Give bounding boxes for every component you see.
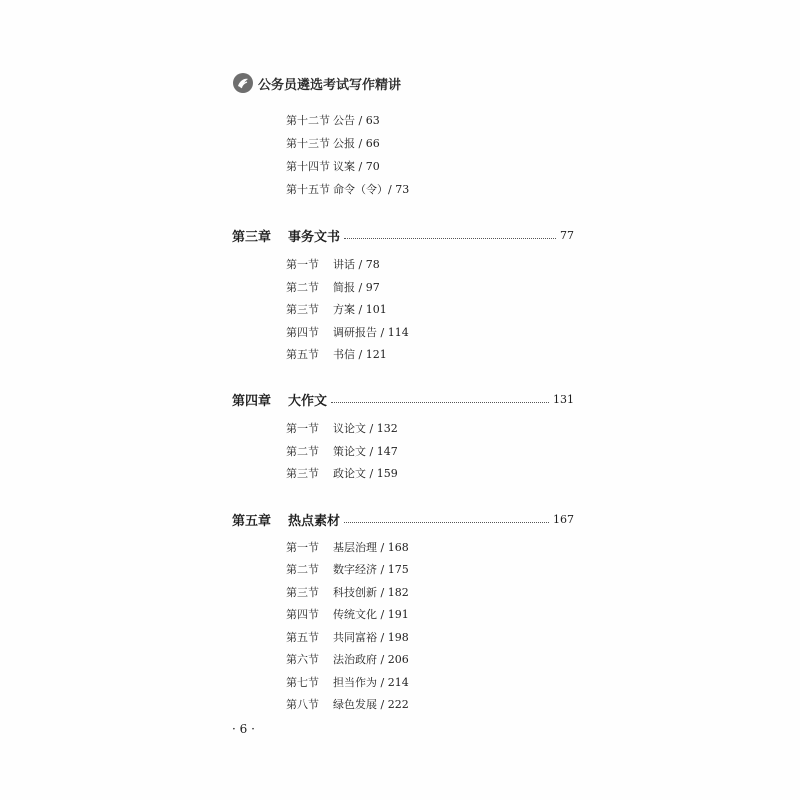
toc-section [286, 112, 380, 128]
section-title: 基层治理 / 168 [333, 541, 409, 554]
toc-section [286, 443, 398, 459]
section-number: 第二节 [286, 563, 319, 576]
toc-chapter-heading[interactable] [232, 226, 574, 245]
toc-chapter-heading[interactable] [232, 390, 574, 409]
chapter-title: 热点素材 [288, 514, 341, 529]
running-header [232, 70, 401, 96]
section-title: 绿色发展 / 222 [333, 698, 409, 711]
section-number: 第十四节 [286, 160, 330, 173]
toc-section [286, 674, 409, 690]
section-number: 第五节 [286, 631, 319, 644]
dot-leader [331, 402, 549, 403]
section-number: 第一节 [286, 422, 319, 435]
section-title: 传统文化 / 191 [333, 608, 409, 621]
toc-section [286, 539, 409, 555]
toc-section [286, 324, 409, 340]
section-number: 第三节 [286, 586, 319, 599]
section-number: 第十五节 [286, 183, 330, 196]
toc-section [286, 158, 380, 174]
section-title: 科技创新 / 182 [333, 586, 409, 599]
section-number: 第十三节 [286, 137, 330, 150]
page-number: · 6 · [232, 722, 255, 736]
toc-section [286, 629, 409, 645]
toc-section [286, 584, 409, 600]
section-number: 第一节 [286, 258, 319, 271]
toc-section [286, 606, 409, 622]
chapter-page: 77 [560, 229, 574, 242]
toc-section [286, 256, 380, 272]
section-title: 法治政府 / 206 [333, 653, 409, 666]
section-number: 第四节 [286, 608, 319, 621]
toc-section [286, 181, 409, 197]
section-number: 第十二节 [286, 114, 330, 127]
toc-chapter-heading[interactable] [232, 510, 574, 529]
section-title: 书信 / 121 [333, 348, 387, 361]
toc-section [286, 301, 387, 317]
toc-section [286, 651, 409, 667]
section-number: 第三节 [286, 467, 319, 480]
section-number: 第五节 [286, 348, 319, 361]
section-title: 议案 / 70 [333, 160, 380, 173]
section-title: 共同富裕 / 198 [333, 631, 409, 644]
chapter-number: 第三章 [232, 230, 272, 245]
toc-section [286, 279, 380, 295]
toc-section [286, 135, 380, 151]
section-title: 调研报告 / 114 [333, 326, 409, 339]
book-title: 公务员遴选考试写作精讲 [258, 77, 402, 93]
chapter-number: 第四章 [232, 394, 272, 409]
section-title: 议论文 / 132 [333, 422, 398, 435]
section-title: 讲话 / 78 [333, 258, 380, 271]
chapter-number: 第五章 [232, 514, 272, 529]
toc-section [286, 465, 398, 481]
section-title: 策论文 / 147 [333, 445, 398, 458]
toc-section [286, 346, 387, 362]
dot-leader [344, 238, 556, 239]
section-number: 第二节 [286, 445, 319, 458]
section-title: 方案 / 101 [333, 303, 387, 316]
section-title: 政论文 / 159 [333, 467, 398, 480]
section-number: 第四节 [286, 326, 319, 339]
chapter-page: 131 [553, 393, 574, 406]
chapter-title: 事务文书 [288, 230, 341, 245]
section-title: 公告 / 63 [333, 114, 380, 127]
chapter-title: 大作文 [288, 394, 328, 409]
section-number: 第八节 [286, 698, 319, 711]
section-title: 公报 / 66 [333, 137, 380, 150]
section-number: 第二节 [286, 281, 319, 294]
section-title: 担当作为 / 214 [333, 676, 409, 689]
section-number: 第六节 [286, 653, 319, 666]
toc-section [286, 561, 409, 577]
book-logo-icon [232, 72, 254, 94]
section-title: 数字经济 / 175 [333, 563, 409, 576]
section-number: 第三节 [286, 303, 319, 316]
toc-section [286, 420, 398, 436]
toc-section [286, 696, 409, 712]
section-number: 第一节 [286, 541, 319, 554]
section-title: 简报 / 97 [333, 281, 380, 294]
chapter-page: 167 [553, 513, 574, 526]
section-title: 命令（令）/ 73 [333, 183, 410, 196]
dot-leader [344, 522, 549, 523]
section-number: 第七节 [286, 676, 319, 689]
